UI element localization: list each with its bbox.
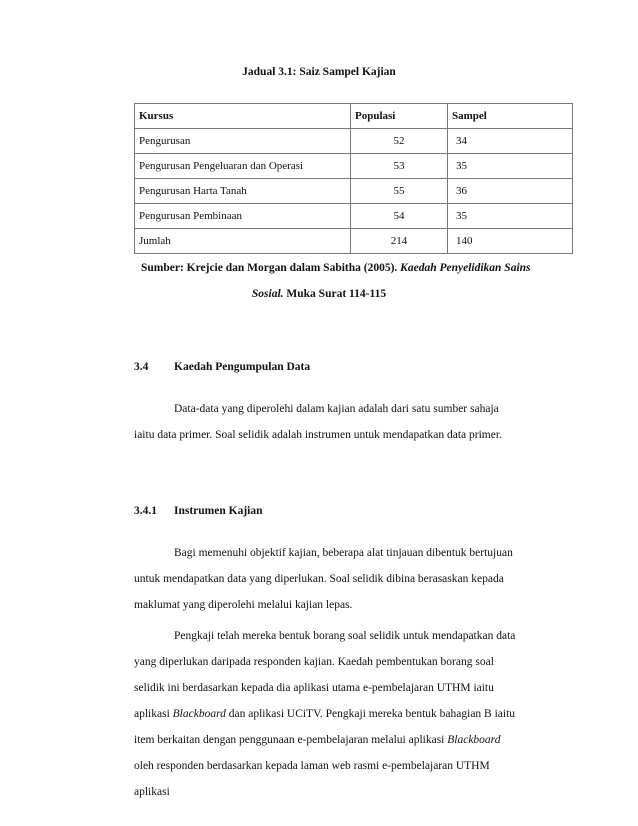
cell-sampel: 35 [448, 204, 573, 229]
app-name: Blackboard [447, 734, 501, 746]
sample-size-table [134, 103, 573, 254]
table-total-row [135, 229, 573, 254]
paragraph: Bagi memenuhi objektif kajian, beberapa alat tinjauan dibentuk bertujuan untuk mendapatkan data yang diperlukan. Soal selidik dibina berasaskan kepada maklumat yang diperolehi melalui kajian lepas. [134, 547, 513, 611]
cell-kursus: Pengurusan Pengeluaran dan Operasi [135, 154, 351, 179]
paragraph-text: oleh responden berdasarkan kepada laman web rasmi e-pembelajaran UTHM aplikasi [134, 760, 490, 798]
cell-kursus: Pengurusan [135, 129, 351, 154]
cell-sampel: 36 [448, 179, 573, 204]
paragraph-text: dan aplikasi UCiTV. Pengkaji mereka bentuk bahagian B iaitu item berkaitan dengan penggunaan e-pembelajaran melalui aplikasi [134, 708, 516, 746]
cell-sampel: 34 [448, 129, 573, 154]
table-source-line2 [0, 288, 638, 300]
paragraph [134, 623, 518, 805]
header-kursus: Kursus [135, 104, 351, 129]
table-source-line1 [141, 262, 531, 274]
cell-populasi: 55 [351, 179, 448, 204]
section-number: 3.4 [134, 361, 149, 373]
subsection-title: Instrumen Kajian [174, 505, 263, 517]
source-book-title: Kaedah Penyelidikan Sains [400, 262, 531, 274]
source-book-title-cont: Sosial. [251, 288, 284, 300]
cell-kursus: Jumlah [135, 229, 351, 254]
section-title: Kaedah Pengumpulan Data [174, 361, 311, 373]
app-name: Blackboard [172, 708, 226, 720]
table-row [135, 204, 573, 229]
source-pages: Muka Surat 114-115 [286, 288, 387, 300]
table-row [135, 129, 573, 154]
header-sampel: Sampel [448, 104, 573, 129]
table-row [135, 154, 573, 179]
cell-populasi: 52 [351, 129, 448, 154]
table-title: Jadual 3.1: Saiz Sampel Kajian [242, 66, 396, 78]
cell-populasi: 54 [351, 204, 448, 229]
cell-sampel: 35 [448, 154, 573, 179]
subsection-number: 3.4.1 [134, 505, 157, 517]
table-row [135, 179, 573, 204]
cell-kursus: Pengurusan Pembinaan [135, 204, 351, 229]
cell-populasi: 53 [351, 154, 448, 179]
table-header-row [135, 104, 573, 129]
source-citation: Sumber: Krejcie dan Morgan dalam Sabitha (2005). [141, 262, 398, 274]
paragraph-text: Pengkaji telah mereka bentuk borang soal selidik untuk mendapatkan data yang diperlukan daripada responden kajian. Kaedah pembentukan borang soal selidik ini berdasarkan kepada dia aplikasi utama e-pembelajaran UTHM iaitu aplikasi [134, 630, 516, 720]
header-populasi: Populasi [351, 104, 448, 129]
paragraph: Data-data yang diperolehi dalam kajian adalah dari satu sumber sahaja iaitu data primer. Soal selidik adalah instrumen untuk mendapatkan data primer. [134, 403, 502, 441]
cell-sampel: 140 [448, 229, 573, 254]
cell-kursus: Pengurusan Harta Tanah [135, 179, 351, 204]
cell-populasi: 214 [351, 229, 448, 254]
